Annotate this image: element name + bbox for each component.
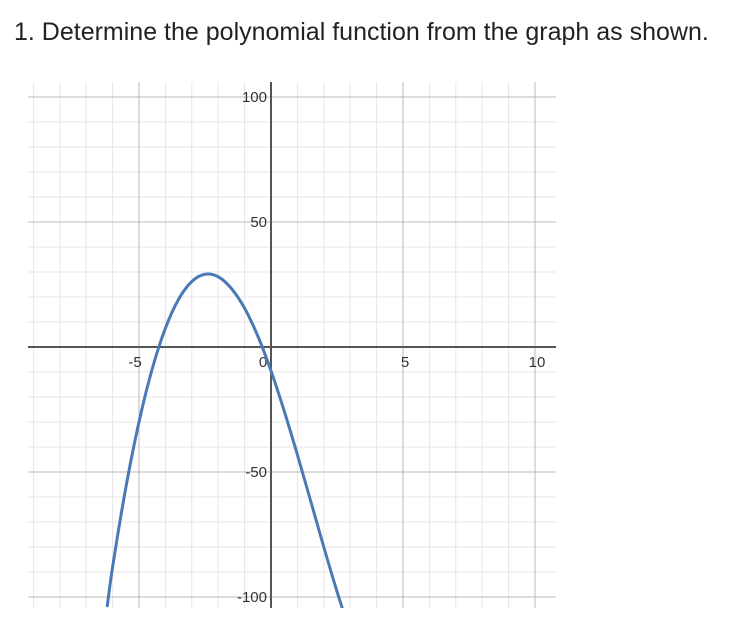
minor-gridlines bbox=[28, 82, 556, 608]
y-tick-label: 50 bbox=[250, 214, 267, 231]
major-gridlines bbox=[28, 82, 556, 608]
x-tick-label: 0 bbox=[258, 354, 268, 371]
question-text: 1. Determine the polynomial function from the graph as shown. bbox=[14, 18, 709, 46]
x-tick-label: 5 bbox=[400, 354, 410, 371]
y-tick-label: 100 bbox=[241, 89, 267, 106]
y-tick-label: -50 bbox=[245, 464, 267, 481]
y-tick-label: -100 bbox=[236, 589, 267, 606]
x-tick-label: -5 bbox=[128, 354, 142, 371]
x-tick-label: 10 bbox=[528, 354, 546, 371]
axes bbox=[28, 82, 556, 608]
